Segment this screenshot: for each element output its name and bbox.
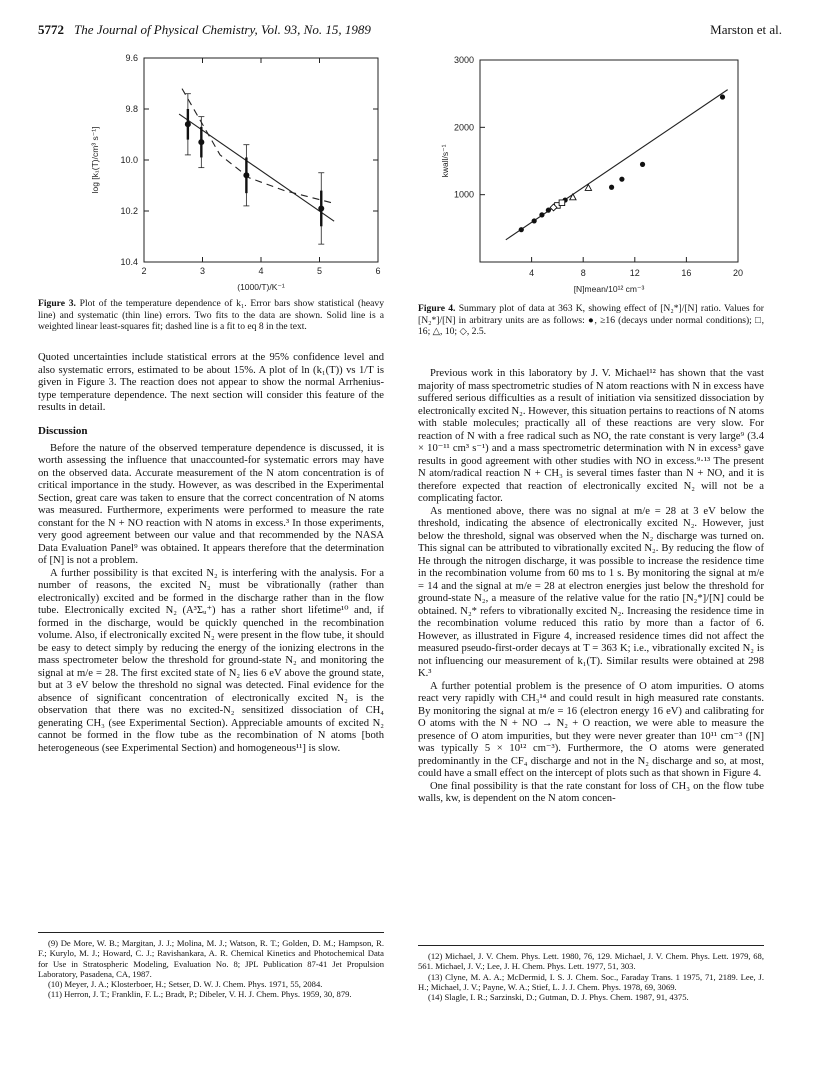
figure-3-label: Figure 3. (38, 298, 76, 309)
figure-4-caption (418, 303, 764, 338)
references-left (38, 938, 384, 1000)
data-point-filled (619, 177, 624, 182)
x-tick-label: 5 (316, 266, 323, 276)
paragraph: As mentioned above, there was no signal at m/e = 28 at 3 eV below the threshold, indicating the absence of electronically excited N₂. However, just below the threshold, signal was observed when the N₂ discharge was turned on. This signal can be attributed to vibrationally excited N₂. By reducing the flow of He through the nitrogen discharge, it was possible to increase the residence time in the recombination volume from 60 ms to 1 s. By monitoring the signal at m/e = 14 and the signal at m/e = 28 at electron energies just below the threshold for ground-state N₂, a measure of the relative value for the ratio [N₂*]/[N] could be obtained. N₂* refers to vibrationally excited N₂. Increasing the residence time in the recombination volume reduced this ratio by more than a factor of 6. However, as illustrated in Figure 4, increased residence times did not affect the measured pseudo-first-order decays at T = 363 K; i.e., vibrationally excited N₂ is not influencing our measurement of k₁(T). Similar results were obtained at 298 K.³ (418, 505, 764, 679)
data-point-triangle (570, 194, 576, 200)
data-point (198, 139, 204, 145)
data-point (243, 172, 249, 178)
figure-4-caption-text: Summary plot of data at 363 K, showing effect of [N₂*]/[N] ratio. Values for [N₂*]/[N] in arbitrary units are as follows: ●, ≥16 (decays under normal conditions); □, 16; △, 10; ◇, 2.5. (418, 303, 764, 337)
footnote-rule-left (38, 932, 384, 933)
paragraph: A further possibility is that excited N₂ is interfering with the analysis. For a number of reasons, the excited N₂ must be vibrationally (rather than electronically) excited and be formed in the discharge rather than in the flow tube. Electronically excited N₂ (A³Σᵤ⁺) has a rather short lifetime¹⁰ and, if formed in the discharge, would be quickly quenched in the recombination volume. Also, if electronically excited N₂ were present in the flow tube, it should be easy to detect simply by reducing the energy of the ionizing electrons in the mass spectrometer below the threshold for ground-state N₂ and monitoring the signal at m/e = 28. The first excited state of N₂ lies 6 eV above the ground state, but at 3 eV below the threshold no signal was detected. Final evidence for the absence of significant concentration of electronically excited N₂ is the observation that there was no excited-N₂ sensitized dissociation of CH₄ generating CH₃ (see Experimental Section). Appreciable amounts of excited N₂ cannot be formed in the flow tube as the recombination of N atoms [both heterogeneous (see Experimental Section) and homogeneous¹¹] is slow. (38, 567, 384, 754)
y-tick-label: 10.2 (120, 206, 138, 216)
y-tick-label: 10.0 (120, 155, 138, 165)
x-tick-label: 20 (732, 268, 744, 278)
paragraph: Before the nature of the observed temperature dependence is discussed, it is worth assessing the influence that unaccounted-for systematic errors may have on the observed data. Accurate measurement of the N atom concentration is of critical importance in the study. However, as was described in the Experimental Section, great care was taken to ensure that the correct concentration of N atoms was measured. Furthermore, experiments were performed to measure the rate constant for the N + NO reaction with N atoms in excess.³ In those experiments, very good agreement between our value and that recommended by the NASA Data Evaluation Panel⁹ was obtained. It appears therefore that the determination of [N] is not a problem. (38, 442, 384, 566)
paragraph: A further potential problem is the presence of O atom impurities. O atoms react very rapidly with CH₃¹⁴ and could result in high measured rate constants. By monitoring the signal at m/e = 16 (electron energy 16 eV) and calibrating for O atoms with the N + NO → N₂ + O reaction, we were able to measure the presence of O atom impurities, but they were never greater than 10¹¹ cm⁻³ ([N] was typically 5 × 10¹² cm⁻³). Furthermore, the O atoms were generated predominantly in the CF₄ discharge and not in the N₂ discharge and so, at most, could have a small effect on the intercept of plots such as that shown in Figure 4. (418, 680, 764, 779)
reference-item: (10) Meyer, J. A.; Klosterboer, H.; Setser, D. W. J. Chem. Phys. 1971, 55, 2084. (48, 979, 323, 990)
page-number: 5772 (38, 22, 64, 37)
y-tick-label: 10.4 (120, 257, 138, 267)
x-tick-label: 6 (375, 266, 381, 276)
reference-item: (13) Clyne, M. A. A.; McDermid, I. S. J. Chem. Soc., Faraday Trans. 1 1975, 71, 2189. Lee, J. H.; Michael, J. V.; Payne, W. A.; Stief, L. J. J. Chem. Phys. 1978, 69, 3069. (418, 971, 764, 992)
fit-line (506, 90, 728, 240)
x-axis-label: (1000/T)/K⁻¹ (237, 282, 285, 292)
x-tick-label: 3 (199, 266, 206, 276)
data-point-filled (609, 185, 614, 190)
reference-item: (11) Herron, J. T.; Franklin, F. L.; Bradt, P.; Dibeler, V. H. J. Chem. Phys. 1959, 30, 879. (48, 989, 352, 1000)
y-tick-label: 2000 (453, 122, 474, 133)
right-column-text (418, 368, 764, 806)
x-tick-label: 2 (141, 266, 147, 276)
header-authors: Marston et al. (710, 22, 782, 37)
footnote-rule-right (418, 945, 764, 946)
y-axis-label: log [k₁(T)/cm³ s⁻¹] (90, 126, 100, 194)
x-tick-label: 4 (258, 266, 264, 276)
paragraph: One final possibility is that the rate constant for loss of CH₃ on the flow tube walls, kw, is dependent on the N atom concen- (418, 780, 764, 804)
fit-dashed-line (182, 89, 334, 204)
figure-3-caption-text: Plot of the temperature dependence of k₁. Error bars show statistical (heavy line) and systematic (thin line) errors. Two fits to the data are shown. Solid line is a weighted linear least-squares fit; dashed line is a fit to eq 8 in the text. (38, 298, 384, 332)
section-heading: Discussion (38, 424, 88, 437)
data-point-filled (640, 162, 645, 167)
figure-3-plot (86, 48, 398, 300)
journal-citation: The Journal of Physical Chemistry, Vol. 93, No. 15, 1989 (74, 22, 371, 37)
paragraph: Previous work in this laboratory by J. V. Michael¹² has shown that the vast majority of mass spectrometric studies of N atom reactions with N in excess have suffered serious difficulties as a result of initiation via sensitized dissociation by electronically excited N₂. However, this situation pertains to reactions of N atoms with stable molecules; practically all of these reactions are very slow. For reaction of N with a free radical such as NO, the rate constant is very large⁹ (3.4 × 10⁻¹¹ cm³ s⁻¹) and a mass spectrometric determination with N in excess³ gave results in good agreement with other studies with NO in excess.⁹·¹³ The present N atom/radical reaction N + CH₃ is several times faster than N + NO, and it is therefore expected that reaction of electronically excited N₂ will not be a complicating factor. (418, 368, 764, 504)
x-tick-label: 4 (529, 268, 535, 278)
data-point-filled (519, 227, 524, 232)
references-right (418, 951, 764, 1002)
figure-4-label: Figure 4. (418, 303, 456, 314)
y-tick-label: 1000 (453, 189, 474, 200)
data-point-filled (546, 208, 551, 213)
left-column-text (38, 352, 384, 755)
data-point (185, 121, 191, 127)
reference-item: (14) Slagle, I. R.; Sarzinski, D.; Gutman, D. J. Phys. Chem. 1987, 91, 4375. (428, 992, 689, 1003)
plot-frame (144, 58, 378, 262)
y-tick-label: 9.6 (125, 53, 138, 63)
data-point-filled (720, 94, 725, 99)
x-tick-label: 8 (580, 268, 586, 278)
figure-3-canvas (90, 53, 381, 292)
paragraph: Quoted uncertainties include statistical errors at the 95% confidence level and also systematic errors, estimated to be about 15%. A plot of ln (k₁(T)) vs 1/T is given in Figure 3. The reaction does not appear to show the normal Arrhenius-type temperature dependence. The next section will consider this feature of the results in detail. (38, 352, 384, 413)
data-point-square (559, 200, 565, 206)
reference-item: (12) Michael, J. V. Chem. Phys. Lett. 1980, 76, 129. Michael, J. V. Chem. Phys. Lett. 1979, 68, 561. Michael, J. V.; Lee, J. H. Chem. Phys. Lett. 1977, 51, 303. (418, 951, 764, 972)
data-point (318, 205, 324, 211)
figure-4-canvas (440, 55, 743, 294)
figure-4-plot (418, 48, 768, 310)
x-tick-label: 12 (629, 268, 640, 278)
page-header (38, 22, 782, 42)
y-axis-label: kwall/s⁻¹ (440, 144, 450, 178)
figure-3-caption (38, 298, 384, 333)
x-axis-label: [N]mean/10¹² cm⁻³ (573, 284, 645, 294)
y-tick-label: 3000 (453, 55, 474, 65)
x-tick-label: 16 (681, 268, 692, 278)
reference-item: (9) De More, W. B.; Margitan, J. J.; Molina, M. J.; Watson, R. T.; Golden, D. M.; Hampson, R. F.; Kurylo, M. J.; Howard, C. J.; Ravishankara, A. R. Chemical Kinetics and Photochemical Data for Use in Stratospheric Modeling, Evaluation No. 8; JPL Publication 87-41 Jet Propulsion Laboratory, Pasadena, CA, 1987. (38, 938, 384, 979)
y-tick-label: 9.8 (125, 104, 138, 114)
data-point-filled (539, 212, 544, 217)
data-point-filled (532, 218, 537, 223)
header-left (38, 22, 371, 38)
